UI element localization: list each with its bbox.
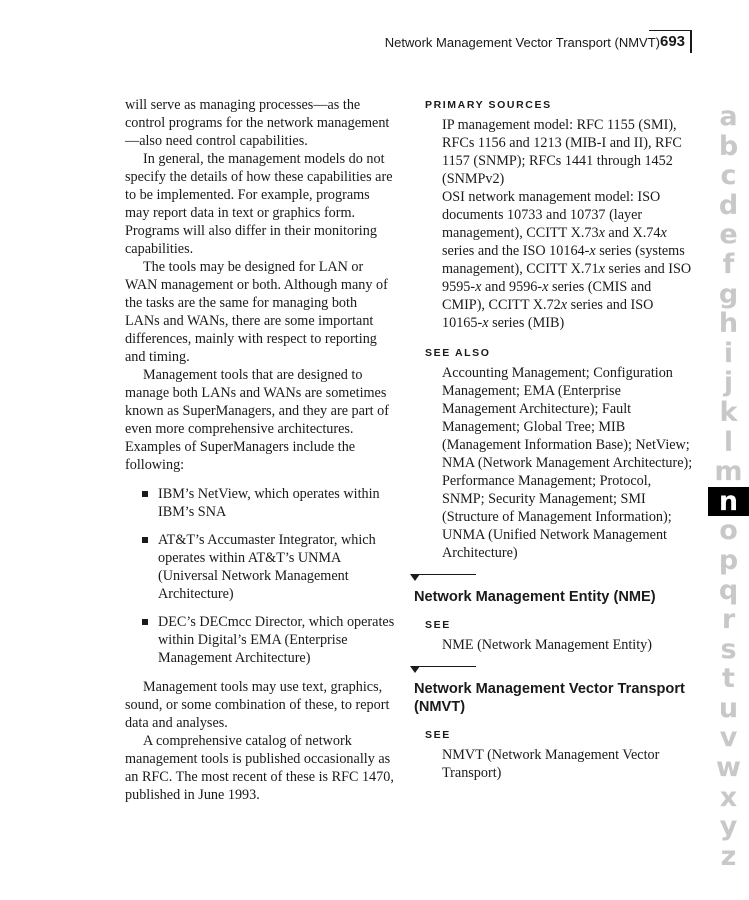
header-rule-vertical (690, 30, 692, 53)
alphabet-thumb-index (708, 102, 749, 871)
index-letter-z: z (720, 840, 737, 872)
index-letter-m: m (714, 456, 743, 488)
list-item-text: AT&T’s Accumaster Integrator, which operates within AT&T’s UNMA (Universal Network Management Architecture) (158, 532, 376, 602)
bullet-list (125, 485, 395, 667)
triangle-marker-icon (410, 574, 420, 581)
list-item-text: DEC’s DECmcc Director, which operates within Digital’s EMA (Enterprise Management Architecture) (158, 614, 395, 666)
see-also-body (414, 364, 696, 562)
list-item (125, 485, 395, 521)
see-also-text: Accounting Management; Configuration Management; EMA (Enterprise Management Architecture); Fault Management; Global Tree; MIB (Management Information Base); NetView; NMA (Network Management Architecture); Performance Management; Protocol, SNMP; Security Management; SMI (Structure of Management Information); UNMA (Unified Network Management Architecture) (442, 365, 693, 561)
paragraph: A comprehensive catalog of network management tools is published occasionally as an RFC. The most recent of these is RFC 1470, published in June 1993. (125, 733, 394, 803)
index-letter-g: g (718, 278, 739, 310)
index-letter-x: x (719, 781, 738, 813)
bullet-icon (142, 619, 148, 625)
index-letter-u: u (718, 692, 739, 724)
see-body (414, 636, 696, 654)
see-label: SEE (425, 729, 451, 741)
paragraph: In general, the management models do not specify the details of how these capabilities are to be implemented. For example, programs may report data in text or graphics form. Programs will also differ in their monitoring capabilities. (125, 151, 393, 257)
header-rule (649, 30, 692, 31)
entry-heading: Network Management Vector Transport (NMVT) (414, 681, 685, 715)
index-letter-c: c (720, 160, 737, 192)
index-letter-a: a (719, 101, 738, 132)
right-column (414, 96, 696, 782)
see-text: NMVT (Network Management Vector Transport) (442, 747, 660, 781)
index-letter-o: o (719, 515, 738, 547)
index-letter-s: s (720, 633, 737, 665)
see-label: SEE (425, 619, 451, 631)
entry-marker (414, 666, 696, 680)
entry-divider (414, 666, 476, 667)
index-letter-h: h (718, 308, 739, 340)
primary-sources-label: PRIMARY SOURCES (425, 99, 552, 111)
index-letter-b: b (718, 130, 739, 162)
entry-divider (414, 574, 476, 575)
page-number: 693 (660, 33, 686, 50)
see-text: NME (Network Management Entity) (442, 637, 652, 653)
triangle-marker-icon (410, 666, 420, 673)
index-letter-w: w (716, 752, 741, 784)
index-letter-r: r (721, 604, 736, 636)
entry-marker (414, 574, 696, 588)
index-letter-k: k (719, 396, 738, 428)
primary-sources-body (414, 116, 696, 332)
paragraph: will serve as managing processes—as the control programs for the network management—also need control capabilities. (125, 97, 390, 149)
index-letter-f: f (722, 248, 735, 280)
index-letter-d: d (718, 189, 739, 221)
see-body (414, 746, 696, 782)
paragraph: Management tools that are designed to manage both LANs and WANs are sometimes known as SuperManagers, and they are part of even more comprehensive architectures. Examples of SuperManagers include the following: (125, 367, 389, 473)
bullet-icon (142, 491, 148, 497)
index-letter-p: p (718, 544, 739, 576)
primary-source-osi: OSI network management model: ISO documents 10733 and 10737 (layer management), CCITT X.73x and X.74x series and the ISO 10164-x series (systems management), CCITT X.71x series and ISO 9595-x and 9596-x series (CMIS and CMIP), CCITT X.72x series and ISO 10165-x series (MIB) (442, 189, 692, 331)
index-letter-y: y (719, 811, 738, 843)
index-letter-i: i (723, 337, 734, 369)
bullet-icon (142, 537, 148, 543)
index-letter-n: n (708, 487, 749, 517)
index-letter-j: j (723, 367, 734, 399)
index-letter-t: t (722, 663, 735, 695)
primary-source-ip: IP management model: RFC 1155 (SMI), RFCs 1156 and 1213 (MIB-I and II), RFC 1157 (SNMP); RFCs 1441 through 1452 (SNMPv2) (442, 117, 682, 187)
index-letter-q: q (718, 574, 739, 606)
index-letter-l: l (723, 426, 734, 458)
list-item (125, 613, 395, 667)
paragraph: The tools may be designed for LAN or WAN management or both. Although many of the tasks are the same for managing both LANs and WANs, there are some important differences, mainly with respect to reporting and timing. (125, 259, 388, 365)
index-letter-v: v (719, 722, 738, 754)
list-item (125, 531, 395, 603)
left-column (125, 96, 395, 804)
paragraph: Management tools may use text, graphics, sound, or some combination of these, to report data and analyses. (125, 679, 390, 731)
index-letter-e: e (719, 219, 738, 251)
entry-heading: Network Management Entity (NME) (414, 589, 656, 605)
see-also-label: SEE ALSO (425, 347, 491, 359)
list-item-text: IBM’s NetView, which operates within IBM’s SNA (158, 486, 380, 520)
running-head-title: Network Management Vector Transport (NMVT) (384, 35, 660, 50)
